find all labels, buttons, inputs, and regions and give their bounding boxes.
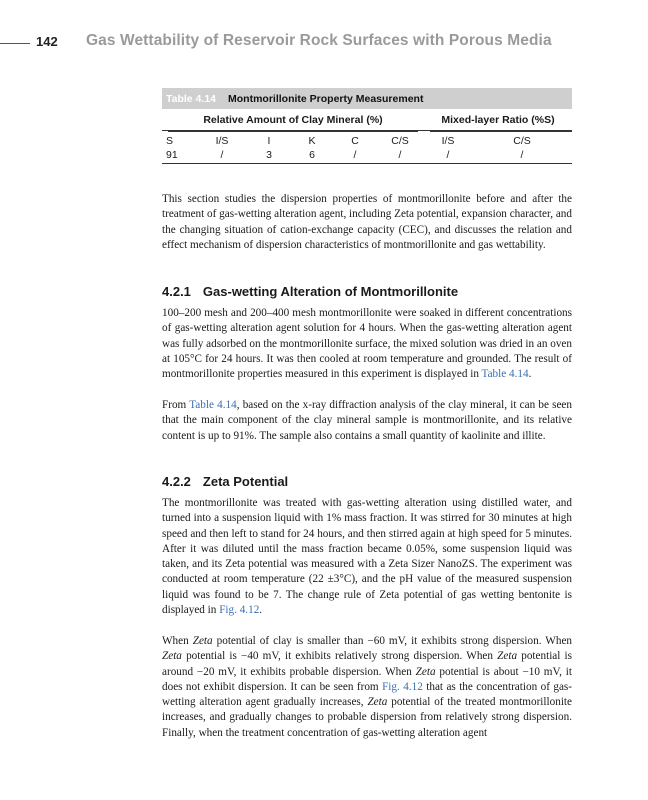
group-header-clay: Relative Amount of Clay Mineral (%) bbox=[162, 114, 424, 126]
column-header: C bbox=[351, 135, 359, 147]
paragraph-text: . bbox=[528, 368, 532, 381]
page-header bbox=[0, 32, 648, 54]
page-number: 142 bbox=[36, 34, 58, 49]
column-header: C/S bbox=[391, 135, 409, 147]
section-number: 4.2.2 bbox=[162, 474, 191, 489]
column-header: I/S bbox=[215, 135, 229, 147]
group-header-mixed: Mixed-layer Ratio (%S) bbox=[424, 114, 572, 126]
table-label: Table 4.14 bbox=[166, 92, 216, 105]
paragraph-xray-analysis bbox=[162, 398, 572, 444]
paragraph-text: potential of clay is smaller than −60 mV, it exhibits strong dispersion. When bbox=[216, 635, 573, 647]
column-header: I/S bbox=[441, 135, 455, 147]
table-link[interactable]: Table 4.14 bbox=[481, 368, 529, 381]
zeta-term: Zeta bbox=[192, 635, 213, 647]
figure-link[interactable]: Fig. 4.12 bbox=[382, 680, 423, 693]
section-title: Zeta Potential bbox=[202, 474, 289, 489]
paragraph-text: potential is −40 mV, it exhibits relatively strong dispersion. When bbox=[186, 650, 493, 663]
paragraph-montmorillonite-prep bbox=[162, 306, 572, 382]
zeta-term: Zeta bbox=[415, 665, 436, 678]
zeta-term: Zeta bbox=[162, 650, 182, 663]
paragraph-text: From bbox=[162, 399, 187, 411]
paragraph-text: potential is about −10 mV, it does not exhibit dispersion. It can be seen from bbox=[162, 665, 573, 693]
section-number: 4.2.1 bbox=[162, 284, 191, 299]
table-cell: / bbox=[220, 148, 224, 161]
table-link[interactable]: Table 4.14 bbox=[189, 399, 237, 411]
table-cell: 91 bbox=[166, 148, 178, 161]
zeta-term: Zeta bbox=[367, 696, 388, 709]
section-title: Gas-wetting Alteration of Montmorillonite bbox=[202, 284, 459, 299]
column-header: I bbox=[267, 135, 271, 147]
paragraph-text: . bbox=[259, 604, 263, 617]
paragraph-text: , based on the x-ray diffraction analysis of the clay mineral, it can be seen that the main component of the clay mineral sample is montmorillonite, and its relative content is up to 91%. The sample also contains a small quantity of kaolinite and illite. bbox=[162, 399, 572, 442]
table-cell: / bbox=[520, 148, 524, 161]
paragraph-text: When bbox=[162, 635, 189, 647]
table-caption bbox=[162, 88, 572, 109]
paragraph-text: 100–200 mesh and 200–400 mesh montmorillonite were soaked in different concentrations of gas-wetting alteration agent solution for 4 hours. When the gas-wetting alteration agent was fully adsorbed on the montmorillonite surface, the mixed solution was dried in an oven at 105°C for 24 hours. It was then cooled at room temperature and grounded. The result of montmorillonite properties measured in this experiment is displayed in bbox=[162, 307, 572, 381]
column-header: K bbox=[308, 135, 316, 147]
paragraph-text: The montmorillonite was treated with gas-wetting alteration using distilled water, and turned into a suspension liquid with 1% mass fraction. It was stirred for 30 minutes at high speed and then left to stand for 24 hours, and then stirred again at high speed for 5 minutes. After it was diluted until the mass fraction became 0.05%, some suspension liquid was taken, and its Zeta potential was measured with a Zeta Sizer NanoZS. The experiment was conducted at room temperature (22 ±3°C), and the pH value of the measured suspension liquid was found to be 7. The change rule of Zeta potential of gas wetting bentonite is displayed in bbox=[162, 497, 572, 617]
paragraph-text: potential of the treated montmorillonite increases, and gradually changes to probable dispersion from relatively strong dispersion. Finally, when the treatment concentration of gas-wetting alteration agent bbox=[162, 696, 572, 739]
section-heading-4-2-2 bbox=[162, 474, 288, 489]
paragraph-zeta-dispersion bbox=[162, 634, 572, 741]
figure-link[interactable]: Fig. 4.12 bbox=[219, 604, 260, 617]
column-header: C/S bbox=[513, 135, 531, 147]
table-cell: 3 bbox=[266, 148, 272, 161]
table-title: Montmorillonite Property Measurement bbox=[228, 92, 424, 105]
table-column-headers bbox=[162, 134, 572, 148]
paragraph-text: that as the concentration of gas-wetting alteration agent gradually increases, bbox=[162, 680, 572, 709]
running-title: Gas Wettability of Reservoir Rock Surfaces with Porous Media bbox=[86, 32, 552, 49]
table-cell: / bbox=[446, 148, 450, 161]
table-group-header bbox=[162, 109, 572, 131]
zeta-term: Zeta bbox=[497, 650, 518, 663]
table-cell: / bbox=[398, 148, 402, 161]
paragraph-zeta-method bbox=[162, 496, 572, 618]
paragraph-text: potential is around −20 mV, it exhibits probable dispersion. When bbox=[162, 650, 573, 678]
column-header: S bbox=[166, 135, 174, 147]
intro-paragraph: This section studies the dispersion properties of montmorillonite before and after the treatment of gas-wetting alteration agent, including Zeta potential, expansion character, and the changing situation of cation-exchange capacity (CEC), and discusses the relation and effect mechanism of dispersion characteristics of montmorillonite and gas wettability. bbox=[162, 193, 572, 251]
table-cell: / bbox=[353, 148, 357, 161]
header-rule bbox=[0, 43, 30, 44]
section-heading-4-2-1 bbox=[162, 284, 458, 299]
table-cell: 6 bbox=[309, 148, 315, 161]
property-table bbox=[162, 88, 572, 164]
table-row bbox=[162, 148, 572, 164]
